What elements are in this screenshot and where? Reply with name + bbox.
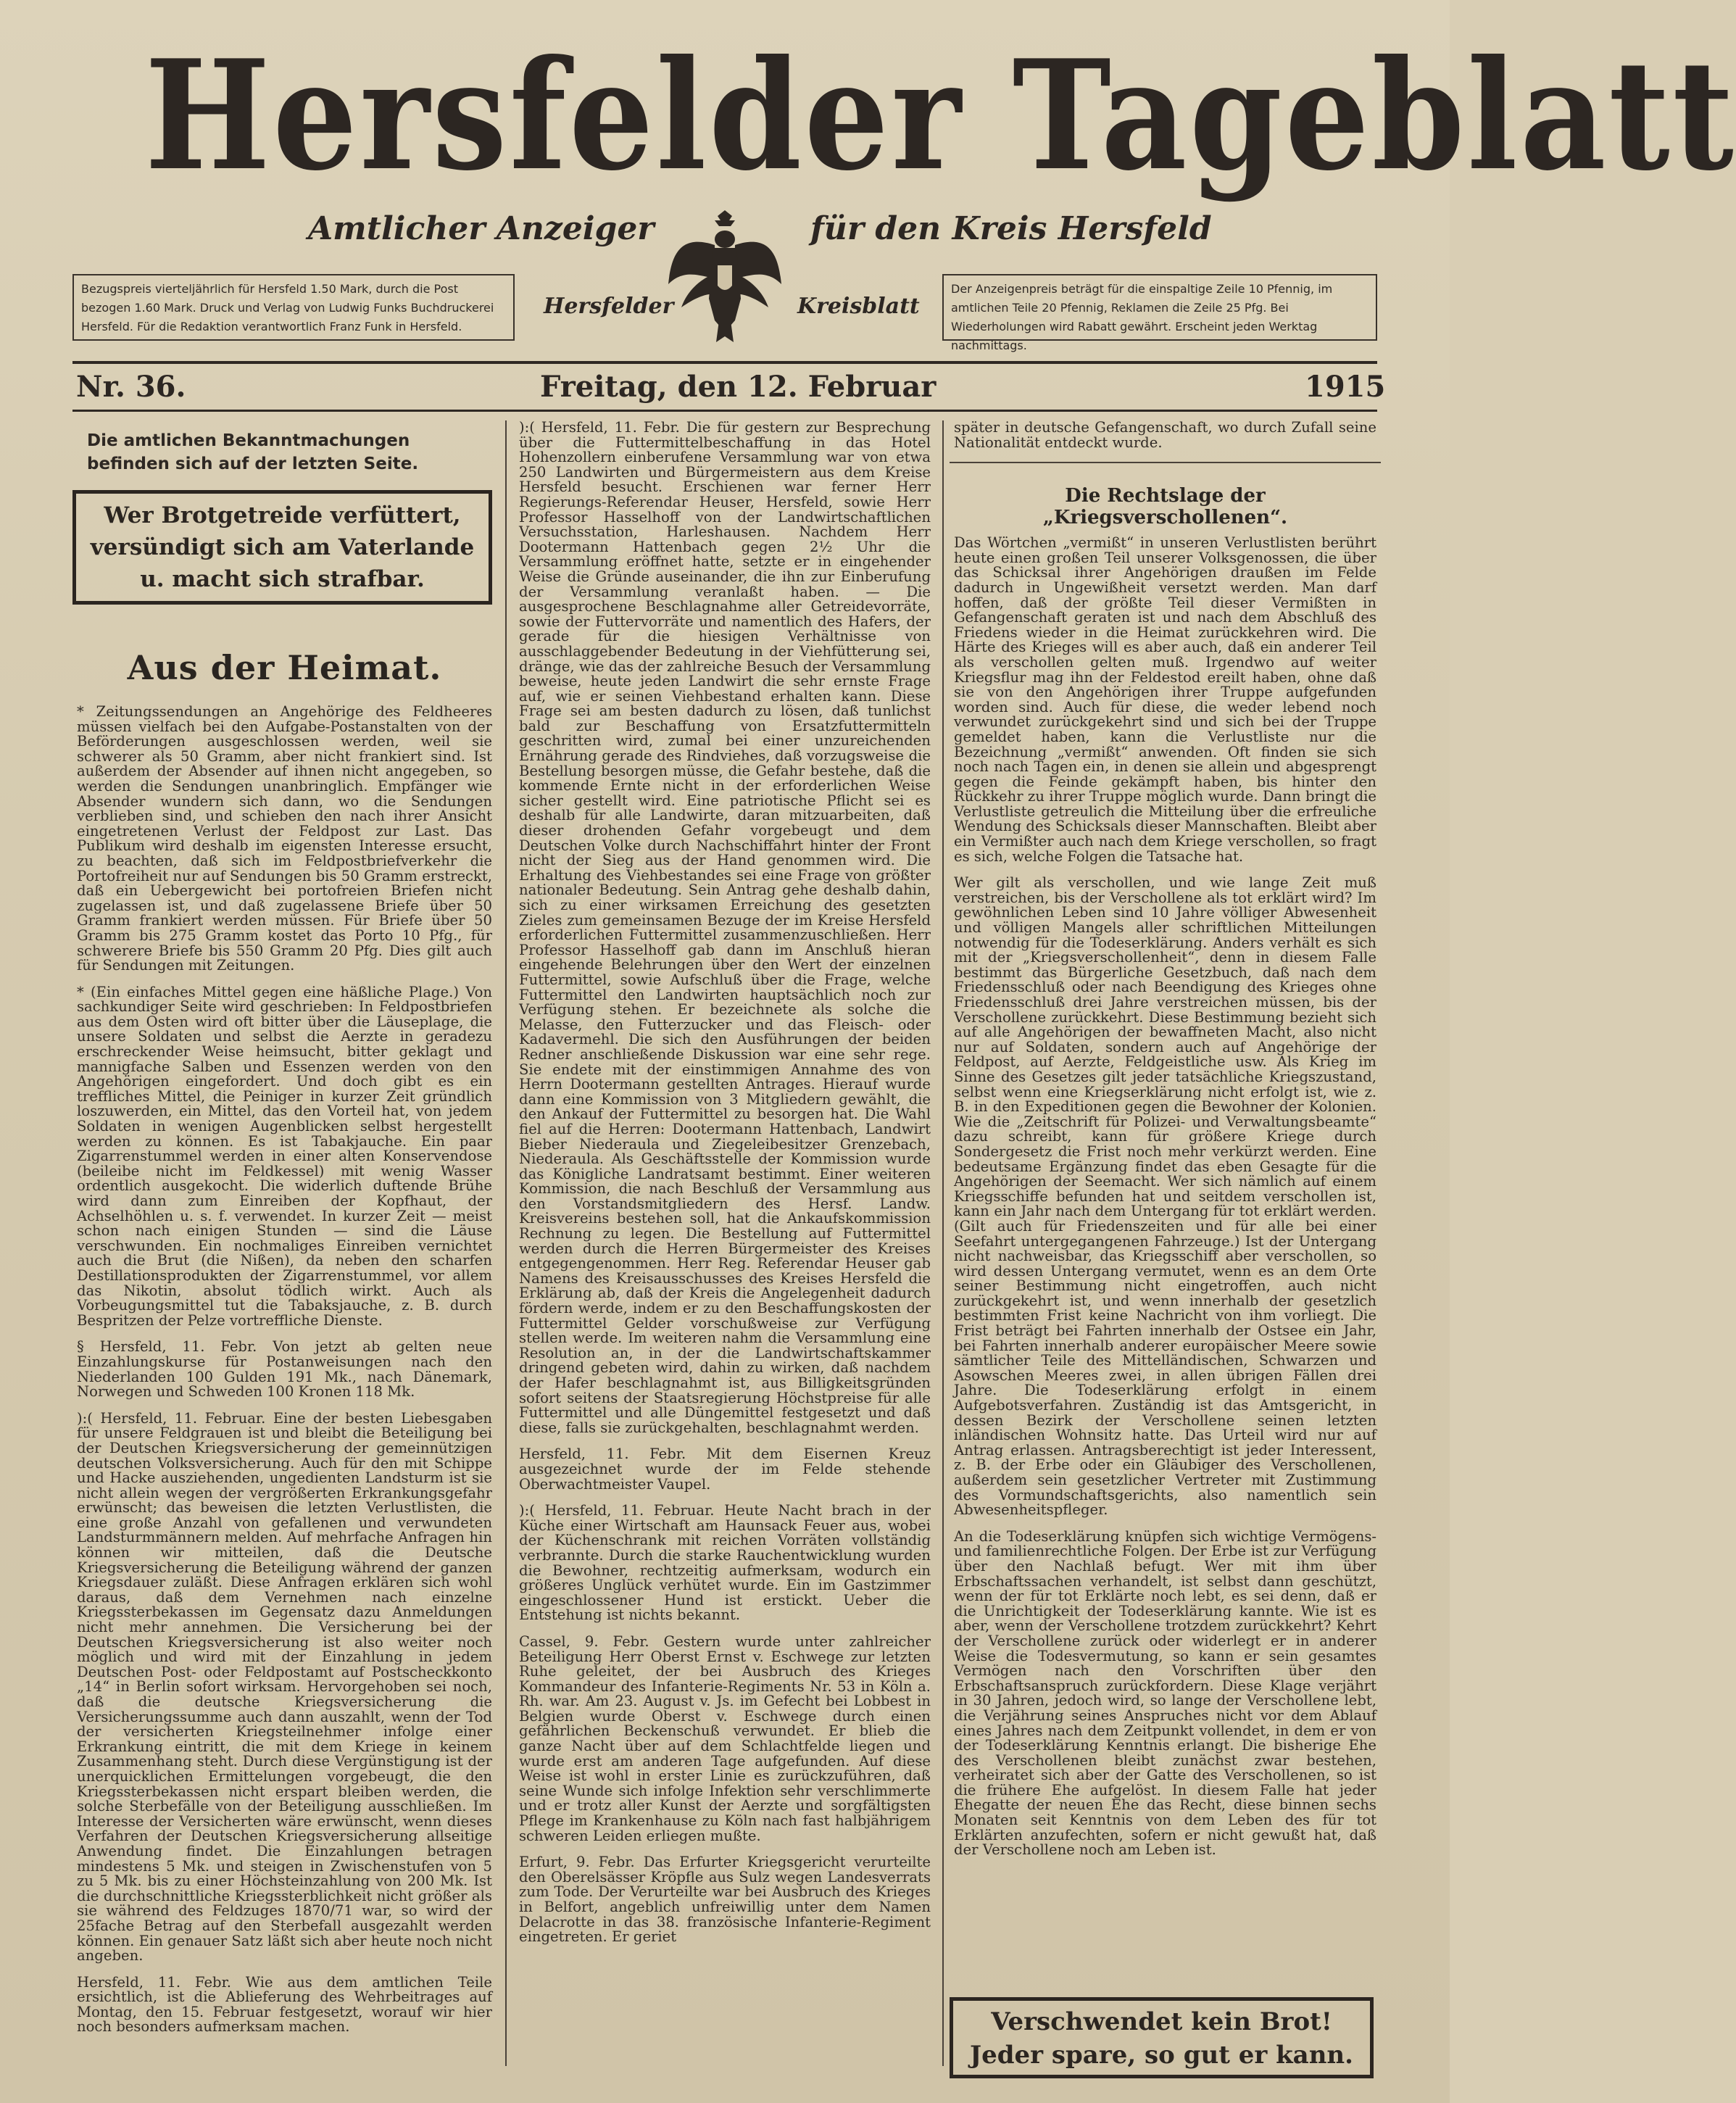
header-rule-bottom bbox=[72, 410, 1377, 412]
article-heading: Die Rechtslage der „Kriegsverschollenen“. bbox=[1042, 485, 1288, 529]
imperial-eagle-icon bbox=[665, 204, 785, 349]
article-paragraph: Das Wörtchen „vermißt“ in unseren Verlustlisten berührt heute einen großen Teil unserer Volksgenossen, die über das Schicksal ihrer Angehörigen draußen im Felde dadurch in Ungewißheit versetzt werden. Man darf hoffen, daß der größte Teil dieser Vermißten in Gefangenschaft geraten ist und nach dem Abschluß des Friedens wieder in die Heimat zurückkehren wird. Die Härte des Krieges will es aber auch, daß ein anderer Teil als verschollen gelten muß. Irgendwo auf weiter Kriegsflur mag ihn der Feldestod ereilt haben, ohne daß sie von den Angehörigen ihrer Truppe aufgefunden worden sind. Auch für diese, die weder lebend noch verwundet zurückgekehrt sind und sich bei der Truppe gemeldet haben, kann die Verlustliste nur die Bezeichnung „vermißt“ anwenden. Oft finden sie sich noch nach Tagen ein, in denen sie allein und abgesprengt gegen die Feinde gekämpft haben, bis hinter den Rückkehr zu ihrer Truppe möglich wurde. Dann bringt die Verlustliste getreulich die Mitteilung über die erfreuliche Wendung des Schicksals dieser Mannschaften. Bleibt aber ein Vermißter auch nach dem Kriege verschollen, so fragt es sich, welche Folgen die Tatsache hat. bbox=[954, 534, 1376, 865]
kreisblatt-label-right: Kreisblatt bbox=[797, 294, 920, 319]
article-divider bbox=[950, 462, 1381, 463]
issue-year: 1915 bbox=[1305, 370, 1386, 404]
bread-saving-appeal-box bbox=[950, 1997, 1374, 2078]
article-paragraph: später in deutsche Gefangenschaft, wo durch Zufall seine Nationalität entdeckt wurde. bbox=[954, 419, 1376, 451]
article-paragraph: ):( Hersfeld, 11. Febr. Die für gestern zur Besprechung über die Futtermittelbeschaffung in das Hotel Hohenzollern einberufene Versammlung war von etwa 250 Landwirten und Bürgermeistern aus dem Kreise Hersfeld besucht. Erschienen war ferner Herr Regierungs-Referendar Heuser, Hersfeld, sowie Herr Professor Hasselhoff von der Landwirtschaftlichen Versuchsstation, Harleshausen. Nachdem Herr Dootermann Hattenbach gegen 2½ Uhr die Versammlung eröffnet hatte, setzte er in eingehender Weise die Gründe auseinander, die ihn zur Einberufung der Versammlung veranlaßt haben. — Die ausgesprochene Beschlagnahme aller Getreidevorräte, sowie der Futtervorräte und namentlich des Hafers, der gerade für die hiesigen Verhältnisse von ausschlaggebender Bedeutung in der Viehfütterung sei, dränge, wie das der zahlreiche Besuch der Versammlung beweise, heute jeden Landwirt die sehr ernste Frage auf, wie er seinen Viehbestand erhalten kann. Diese Frage sei am besten dadurch zu lösen, daß tunlichst bald zur Beschaffung von Ersatzfuttermitteln geschritten wird, zumal bei einer unzureichenden Ernährung gerade des Rindviehes, daß vorzugsweise die Bestellung besorgen müsse, die Gefahr bestehe, daß die kommende Ernte nicht in der erforderlichen Weise sicher gestellt wird. Eine patriotische Pflicht sei es deshalb für alle Landwirte, daran mitzuarbeiten, daß dieser drohenden Gefahr vorgebeugt und dem Deutschen Volke durch Nachschiffahrt hinter der Front nicht der Sieg aus der Hand genommen wird. Die Erhaltung des Viehbestandes sei eine Frage von größter nationaler Bedeutung. Sein Antrag gehe deshalb dahin, sich zu einer wirksamen Erreichung des gesetzten Zieles zum gemeinsamen Bezuge der im Kreise Hersfeld erforderlichen Futtermittel zusammenzuschließen. Herr Professor Hasselhoff gab dann im Anschluß hieran eingehende Belehrungen über den Wert der einzelnen Futtermittel, sowie Aufschluß über die Frage, welche Futtermittel den Landwirten hauptsächlich noch zur Verfügung stehen. Er bezeichnete als solche die Melasse, den Futterzucker und das Fleisch- oder Kadavermehl. Die sich den Ausführungen der beiden Redner anschließende Diskussion war eine sehr rege. Sie endete mit der einstimmigen Annahme des von Herrn Dootermann gestellten Antrages. Hierauf wurde dann eine Kommission von 3 Mitgliedern gewählt, die den Ankauf der Futtermittel zu besorgen hat. Die Wahl fiel auf die Herren: Dootermann Hattenbach, Landwirt Bieber Niederaula und Ziegeleibesitzer Grenzebach, Niederaula. Als Geschäftsstelle der Kommission wurde das Königliche Landratsamt bestimmt. Einer weiteren Kommission, die nach Beschluß der Versammlung aus den Vorstandsmitgliedern des Hersf. Landw. Kreisvereins bestehen soll, hat die Ankaufskommission Rechnung zu legen. Die Bestellung auf Futtermittel werden durch die Herren Bürgermeister des Kreises entgegengenommen. Herr Reg. Referendar Heuser gab Namens des Kreisausschusses des Kreises Hersfeld die Erklärung ab, daß der Kreis die Angelegenheit dadurch fördern werde, indem er zu den Beschaffungskosten der Futtermittel Gelder vorschußweise zur Verfügung stellen werde. Im weiteren nahm die Versammlung eine Resolution an, in der die Landwirtschaftskammer dringend gebeten wird, dahin zu wirken, daß nachdem der Hafer beschlagnahmt ist, aus Billigkeitsgründen sofort seitens der Staatsregierung Höchstpreise für alle Futtermittel und alle Düngemittel festgesetzt und daß diese, falls sie zurückgehalten, beschlagnahmt werden. bbox=[519, 419, 931, 1436]
masthead-title: Hersfelder Tageblatt bbox=[144, 28, 1736, 204]
appeal-line-1: Verschwendet kein Brot! bbox=[991, 2007, 1332, 2036]
masthead-subtitle-left: Amtlicher Anzeiger bbox=[308, 210, 655, 247]
subscription-info-box: Bezugspreis vierteljährlich für Hersfeld 1.50 Mark, durch die Post bezogen 1.60 Mark. Druck und Verlag von Ludwig Funks Buchdruckerei Hersfeld. Für die Redaktion verantwortlich Franz Funk in Hersfeld. bbox=[72, 274, 515, 341]
column-middle bbox=[515, 420, 935, 2088]
article-paragraph: ):( Hersfeld, 11. Februar. Heute Nacht brach in der Küche einer Wirtschaft am Haunsack Feuer aus, wobei der Küchenschrank mit reichen Vorräten vollständig verbrannte. Durch die starke Rauchentwicklung wurden die Bewohner, rechtzeitig aufmerksam, wodurch ein größeres Unglück verhütet wurde. Ein im Gastzimmer eingeschlossener Hund ist erstickt. Ueber die Entstehung ist nichts bekannt. bbox=[519, 1502, 931, 1624]
article-paragraph: * Zeitungssendungen an Angehörige des Feldheeres müssen vielfach bei den Aufgabe-Postanstalten von der Beförderungen ausgeschlossen werden, weil sie schwerer als 50 Gramm, aber nicht frankiert sind. Ist außerdem der Absender auf ihnen nicht angegeben, so werden die Sendungen unanbringlich. Empfänger wie Absender wundern sich dann, wo die Sendungen verblieben sind, und schieben den nach ihrer Ansicht eingetretenen Verlust der Feldpost zur Last. Das Publikum wird deshalb im eigensten Interesse ersucht, zu beachten, daß sich im Feldpostbriefverkehr die Portofreiheit nur auf Sendungen bis 50 Gramm erstreckt, daß ein Uebergewicht bei portofreien Briefen nicht zugelassen ist, und daß zugelassene Briefe über 50 Gramm frankiert werden müssen. Für Briefe über 50 Gramm bis 275 Gramm kostet das Porto 10 Pfg., für schwerere Briefe bis 550 Gramm 20 Pfg. Dies gilt auch für Sendungen mit Zeitungen. bbox=[77, 703, 492, 974]
article-paragraph: Erfurt, 9. Febr. Das Erfurter Kriegsgericht verurteilte den Oberelsässer Kröpfle aus Sulz wegen Landesverrats zum Tode. Der Verurteilte war bei Ausbruch des Krieges in Belfort, angeblich unfreiwillig unter dem Namen Delacrotte in das 38. französische Infanterie-Regiment eingetreten. Er geriet bbox=[519, 1854, 931, 1946]
article-paragraph: Cassel, 9. Febr. Gestern wurde unter zahlreicher Beteiligung Herr Oberst Ernst v. Eschwege zur letzten Ruhe geleitet, der bei Ausbruch des Krieges Kommandeur des Infanterie-Regiments Nr. 53 in Köln a. Rh. war. Am 23. August v. Js. im Gefecht bei Lobbest in Belgien wurde Oberst v. Eschwege durch einen gefährlichen Beckenschuß verwundet. Er blieb die ganze Nacht über auf dem Schlachtfelde liegen und wurde erst am anderen Tage aufgefunden. Auf diese Weise ist wohl in erster Linie es zurückzuführen, daß seine Wunde sich infolge Infektion sehr verschlimmerte und er trotz aller Kunst der Aerzte und sorgfältigsten Pflege im Krankenhause zu Köln nach fast halbjährigem schweren Leiden erliegen mußte. bbox=[519, 1633, 931, 1844]
issue-date: Freitag, den 12. Februar bbox=[540, 370, 936, 404]
article-paragraph: Wer gilt als verschollen, und wie lange Zeit muß verstreichen, bis der Verschollene als tot erklärt wird? Im gewöhnlichen Leben sind 10 Jahre völliger Abwesenheit und völligen Mangels aller schriftlichen Mitteilungen notwendig für die Todeserklärung. Anders verhält es sich mit der „Kriegsverschollenheit“, denn in diesem Falle bestimmt das Bürgerliche Gesetzbuch, daß nach dem Friedensschluß oder nach Beendigung des Krieges ohne Friedensschluß drei Jahre verstreichen müssen, bis der Verschollene zurückkehrt. Diese Bestimmung bezieht sich auf alle Angehörigen der bewaffneten Macht, also nicht nur auf Soldaten, sondern auch auf Angehörige der Feldpost, auf Aerzte, Feldgeistliche usw. Als Krieg im Sinne des Gesetzes gilt jeder tatsächliche Kriegszustand, selbst wenn eine Kriegserklärung nicht erfolgt ist, wie z. B. in den Expeditionen gegen die Bewohner der Kolonien. Wie die „Zeitschrift für Polizei- und Verwaltungsbeamte“ dazu schreibt, kann für größere Kriege durch Sondergesetz die Frist noch mehr verkürzt werden. Eine bedeutsame Ergänzung findet das eben Gesagte für die Angehörigen der Seemacht. Wer sich nämlich auf einem Kriegsschiffe befunden hat und seitdem verschollen ist, kann ein Jahr nach dem Untergang für tot erklärt werden. (Gilt auch für Friedenszeiten und für alle bei einer Seefahrt untergegangenen Fahrzeuge.) Ist der Untergang nicht nachweisbar, das Kriegsschiff aber verschollen, so wird dessen Untergang vermutet, wenn es an dem Orte seiner Bestimmung nicht eingetroffen, auch nicht zurückgekehrt ist, und wenn innerhalb der gesetzlich bestimmten Frist keine Nachricht von ihm vorliegt. Die Frist beträgt bei Fahrten innerhalb der Ostsee ein Jahr, bei Fahrten innerhalb anderer europäischer Meere sowie sämtlicher Teile des Mittelländischen, Schwarzen und Asowschen Meeres zwei, in allen übrigen Fällen drei Jahre. Die Todeserklärung erfolgt in einem Aufgebotsverfahren. Zuständig ist das Amtsgericht, in dessen Bezirk der Verschollene seinen letzten inländischen Wohnsitz hatte. Das Urteil wird nur auf Antrag erlassen. Antragsberechtigt ist jeder Interessent, z. B. der Erbe oder ein Gläubiger des Verschollenen, außerdem sein gesetzlicher Vertreter mit Zustimmung des Vormundschaftsgerichts, also namentlich sein Abwesenheitspfleger. bbox=[954, 874, 1376, 1519]
article-paragraph: § Hersfeld, 11. Febr. Von jetzt ab gelten neue Einzahlungskurse für Postanweisungen nach den Niederlanden 100 Gulden 191 Mk., nach Dänemark, Norwegen und Schweden 100 Kronen 118 Mk. bbox=[77, 1338, 492, 1401]
column-right bbox=[950, 420, 1381, 2088]
appeal-line-2: Jeder spare, so gut er kann. bbox=[970, 2041, 1353, 2070]
bread-grain-warning-box: Wer Brotgetreide verfüttert, versündigt sich am Vaterlande u. macht sich strafbar. bbox=[72, 490, 492, 605]
official-notice: Die amtlichen Bekanntmachungen befinden sich auf der letzten Seite. bbox=[87, 431, 419, 473]
column-divider bbox=[505, 420, 507, 2066]
article-paragraph: Hersfeld, 11. Febr. Wie aus dem amtlichen Teile ersichtlich, ist die Ablieferung des Wehrbeitrages auf Montag, den 15. Februar festgesetzt, worauf wir hier noch besonders aufmerksam machen. bbox=[77, 1973, 492, 2036]
section-heading: Aus der Heimat. bbox=[127, 648, 442, 687]
advertising-info-box: Der Anzeigenpreis beträgt für die einspaltige Zeile 10 Pfennig, im amtlichen Teile 20 Pfennig, Reklamen die Zeile 25 Pfg. Bei Wiederholungen wird Rabatt gewährt. Erscheint jeden Werktag nachmittags. bbox=[942, 274, 1377, 341]
issue-number: Nr. 36. bbox=[76, 370, 186, 404]
article-paragraph: * (Ein einfaches Mittel gegen eine häßliche Plage.) Von sachkundiger Seite wird geschrieben: In Feldpostbriefen aus dem Osten wird oft bitter über die Läuseplage, die unsere Soldaten und selbst die Aerzte in geradezu erschreckender Weise heimsucht, bitter geklagt und mannigfache Salben und Essenzen werden von den Angehörigen eingefordert. Und doch gibt es ein treffliches Mittel, die Peiniger in kurzer Zeit gründlich loszuwerden, ein Mittel, das den Vorteil hat, von jedem Soldaten in wenigen Augenblicken selbst hergestellt werden zu können. Es ist Tabakjauche. Ein paar Zigarrenstummel werden in einer alten Konservendose (beileibe nicht im Feldkessel) mit wenig Wasser ordentlich ausgekocht. Die widerlich duftende Brühe wird dann zum Einreiben der Kopfhaut, der Achselhöhlen u. s. f. verwendet. In kurzer Zeit — meist schon nach einigen Stunden — sind die Läuse verschwunden. Ein nochmaliges Einreiben vernichtet auch die Brut (die Nißen), da neben den scharfen Destillationsprodukten der Zigarrenstummel, vor allem das Nikotin, absolut tödlich wirkt. Auch als Vorbeugungsmittel tut die Tabaksjauche, z. B. durch Bespritzen der Pelze vortreffliche Dienste. bbox=[77, 983, 492, 1329]
kreisblatt-label-left: Hersfelder bbox=[544, 294, 674, 319]
article-paragraph: An die Todeserklärung knüpfen sich wichtige Vermögens- und familienrechtliche Folgen. Der Erbe ist zur Verfügung über den Nachlaß befugt. Wer mit ihm über Erbschaftssachen verhandelt, ist selbst dann geschützt, wenn der für tot Erklärte noch lebt, es sei denn, daß er die Unrichtigkeit der Todeserklärung kannte. Wie ist es aber, wenn der Verschollene trotzdem zurückkehrt? Kehrt der Verschollene zurück oder widerlegt er in anderer Weise die Todesvermutung, so kann er sein gesamtes Vermögen nach den Vorschriften über den Erbschaftsanspruch zurückfordern. Diese Klage verjährt in 30 Jahren, jedoch wird, so lange der Verschollene lebt, die Verjährung seines Anspruches nicht vor dem Ablauf eines Jahres nach dem Zeitpunkt vollendet, in dem er von der Todeserklärung Kenntnis erlangt. Die bisherige Ehe des Verschollenen bleibt zunächst zwar bestehen, verheiratet sich aber der Gatte des Verschollenen, so ist die frühere Ehe aufgelöst. In diesem Falle hat jeder Ehegatte der neuen Ehe das Recht, diese binnen sechs Monaten seit Kenntnis von dem Leben des für tot Erklärten anzufechten, sofern er nicht gewußt hat, daß der Verschollene noch am Leben ist. bbox=[954, 1527, 1376, 1859]
article-paragraph: ):( Hersfeld, 11. Februar. Eine der besten Liebesgaben für unsere Feldgrauen ist und bleibt die Beteiligung bei der Deutschen Kriegsversicherung der gemeinnützigen deutschen Volksversicherung. Auch für den mit Schippe und Hacke ausziehenden, ungedienten Landsturm ist sie nicht allein wegen der vergrößerten Erkrankungsgefahr erwünscht; das beweisen die letzten Verlustlisten, die eine große Anzahl von gefallenen und verwundeten Landsturmmännern melden. Auf mehrfache Anfragen hin können wir mitteilen, daß die Deutsche Kriegsversicherung die Beteiligung während der ganzen Kriegsdauer zuläßt. Diese Anfragen erklären sich wohl daraus, daß dem Vernehmen nach einzelne Kriegssterbekassen im Gegensatz dazu Anmeldungen nicht mehr annehmen. Die Versicherung bei der Deutschen Kriegsversicherung ist also weiter noch möglich und wird mit der Einzahlung in jedem Deutschen Post- oder Feldpostamt auf Postscheckkonto „14“ in Berlin sofort wirksam. Hervorgehoben sei noch, daß die deutsche Kriegsversicherung die Versicherungssumme auch dann auszahlt, wenn der Tod der versicherten Kriegsteilnehmer infolge einer Erkrankung eintritt, die mit dem Kriege in keinem Zusammenhang steht. Durch diese Vergünstigung ist der unerquicklichen Ermittelungen vorgebeugt, die den Kriegssterbekassen nicht erspart bleiben werden, die solche Sterbefälle von der Beteiligung ausschließen. Im Interesse der Versicherten wäre erwünscht, wenn dieses Verfahren der Deutschen Kriegsversicherung allseitige Anwendung findet. Die Einzahlungen betragen mindestens 5 Mk. und steigen in Zwischenstufen von 5 zu 5 Mk. bis zu einer Höchsteinzahlung von 200 Mk. Ist die durchschnittliche Kriegssterblichkeit nicht größer als sie während des Feldzuges 1870/71 war, so wird der 25fache Betrag auf den Sterbefall ausgezahlt werden können. Ein genauer Satz läßt sich aber heute noch nicht angeben. bbox=[77, 1409, 492, 1965]
header-rule-top bbox=[72, 361, 1377, 364]
masthead-subtitle-right: für den Kreis Hersfeld bbox=[810, 210, 1212, 247]
column-left bbox=[72, 420, 497, 2088]
article-paragraph: Hersfeld, 11. Febr. Mit dem Eisernen Kreuz ausgezeichnet wurde der im Felde stehende Oberwachtmeister Vaupel. bbox=[519, 1445, 931, 1493]
column-divider bbox=[942, 420, 944, 2066]
